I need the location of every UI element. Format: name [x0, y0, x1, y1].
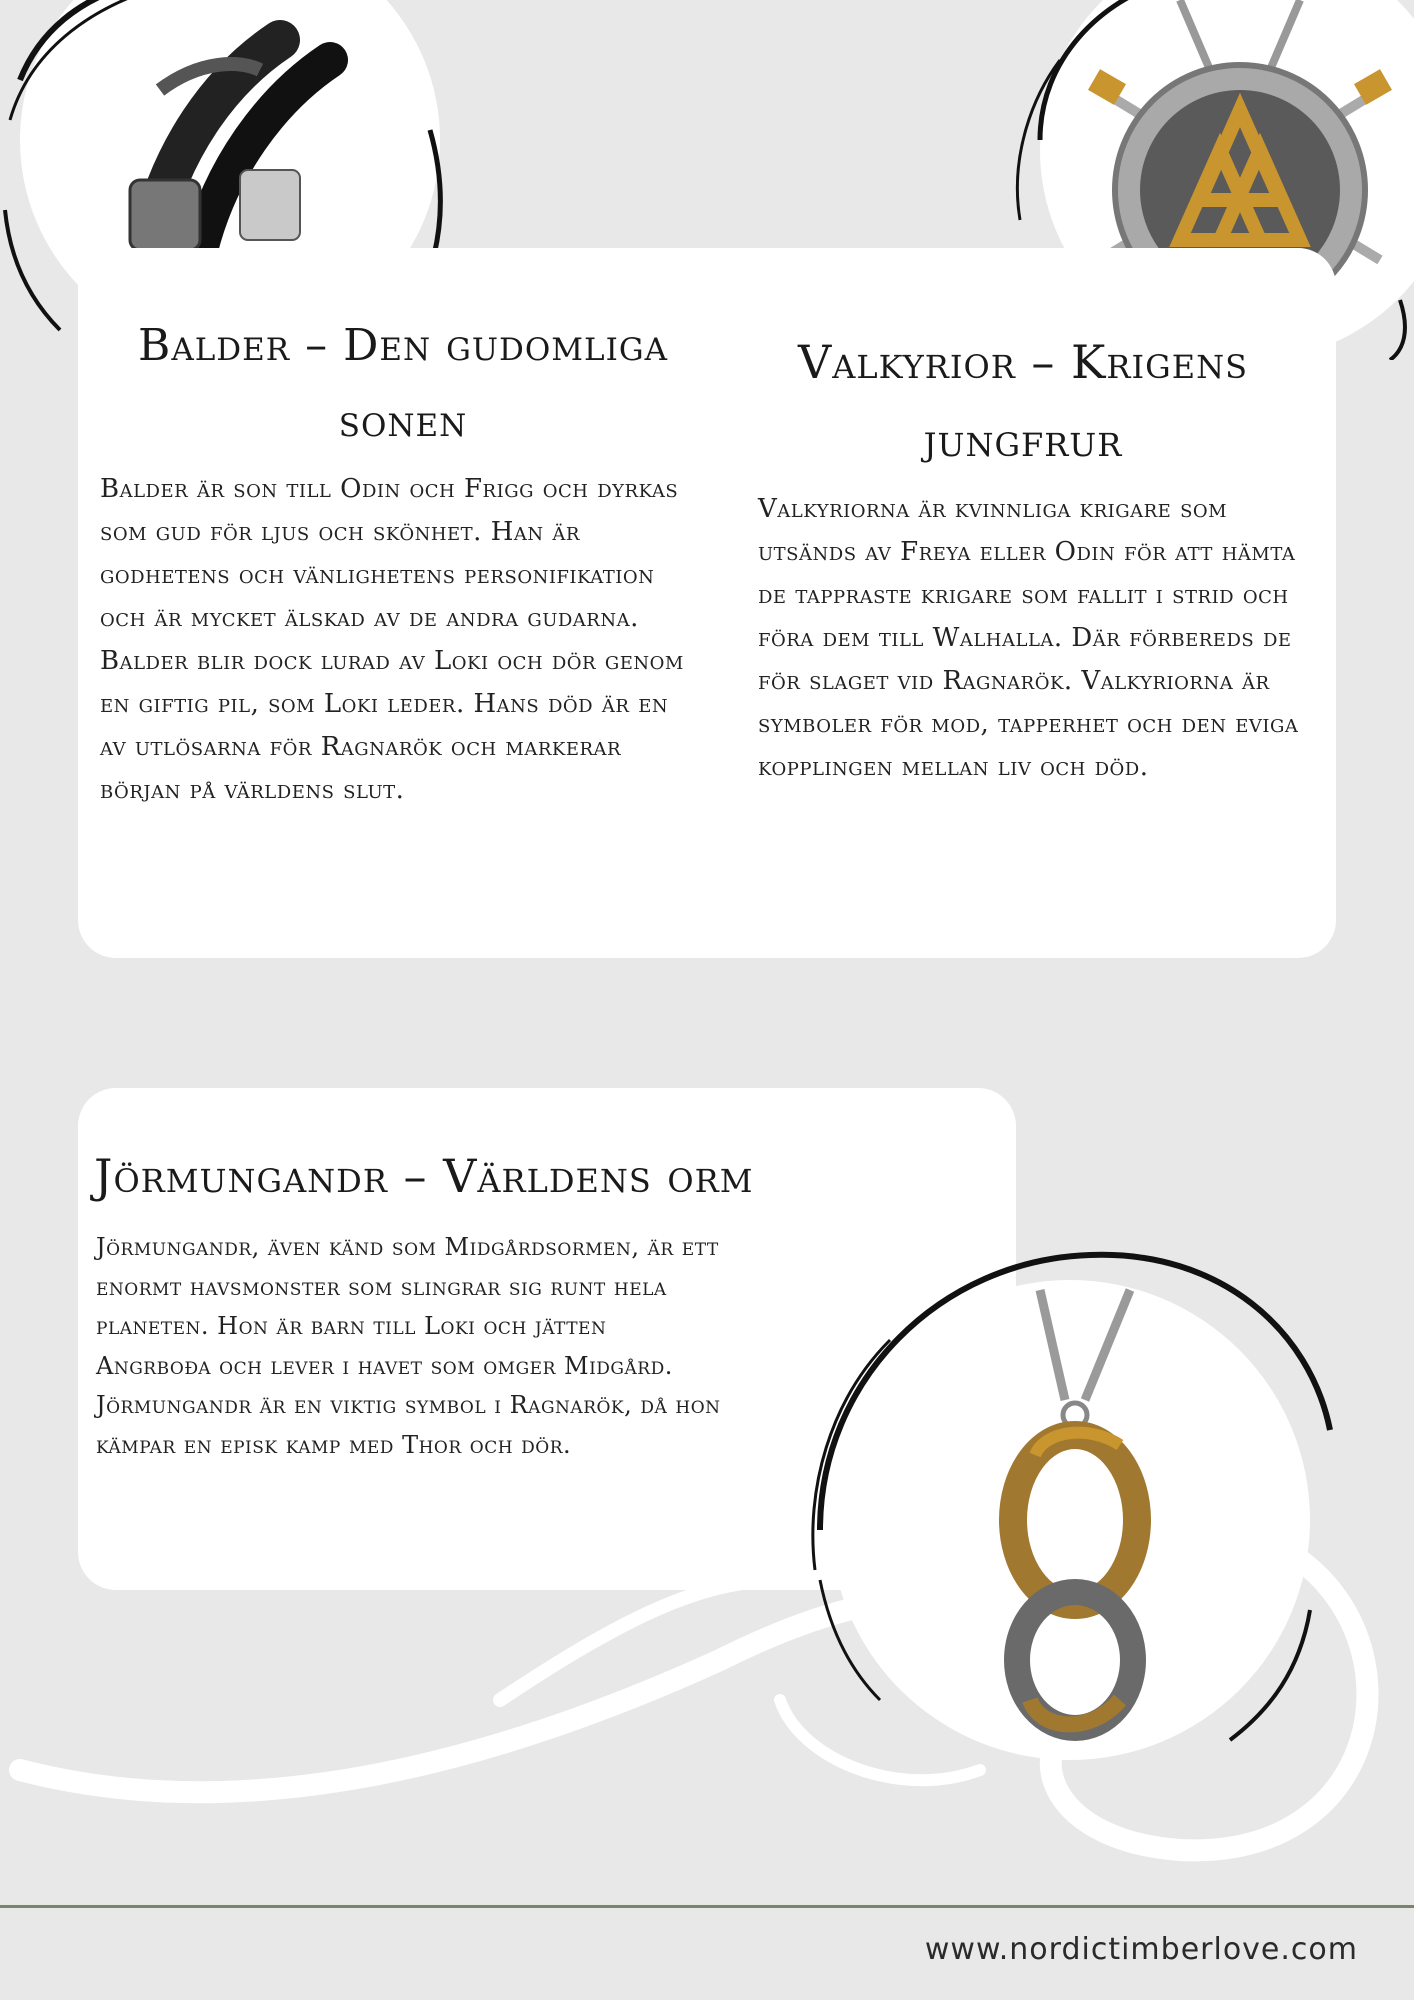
jormungandr-text: Jörmungandr, även känd som Midgårdsormen, är ett enormt havsmonster som slingrar sig runt hela planeten. Hon är barn till Loki och jätten Angrboða och lever i havet som omger Midgård. Jörmungandr är en viktig symbol i Ragnarök, då hon kämpar en episk kamp med Thor och dör. — [96, 1233, 721, 1459]
balder-text: Balder är son till Odin och Frigg och dyrkas som gud för ljus och skönhet. Han är godhetens och vänlighetens personifikation och är mycket älskad av de andra gudarna. Balder blir dock lurad av Loki och dör genom en giftig pil, som Loki leder. Hans död är en av utlösarna för Ragnarök och markerar början på världens slut. — [100, 474, 684, 805]
valkyrior-text: Valkyriorna är kvinnliga krigare som utsänds av Freya eller Odin för att hämta de tappraste krigare som fallit i strid och föra dem till Walhalla. Där förbereds de för slaget vid Ragnarök. Valkyriorna är symboler för mod, tapperhet och den eviga kopplingen mellan liv och död. — [758, 494, 1299, 782]
balder-title: Balder – Den gudomliga sonen — [137, 320, 668, 447]
top-info-card — [78, 248, 1336, 958]
serpent-pendant-image — [790, 1230, 1350, 1790]
jormungandr-title: Jörmungandr – Världens orm — [94, 1149, 754, 1203]
footer-website-link[interactable]: www.nordictimberlove.com — [924, 1932, 1358, 1967]
footer-divider — [0, 1905, 1414, 1908]
valkyrior-title: Valkyrior – Krigens jungfrur — [797, 335, 1248, 467]
